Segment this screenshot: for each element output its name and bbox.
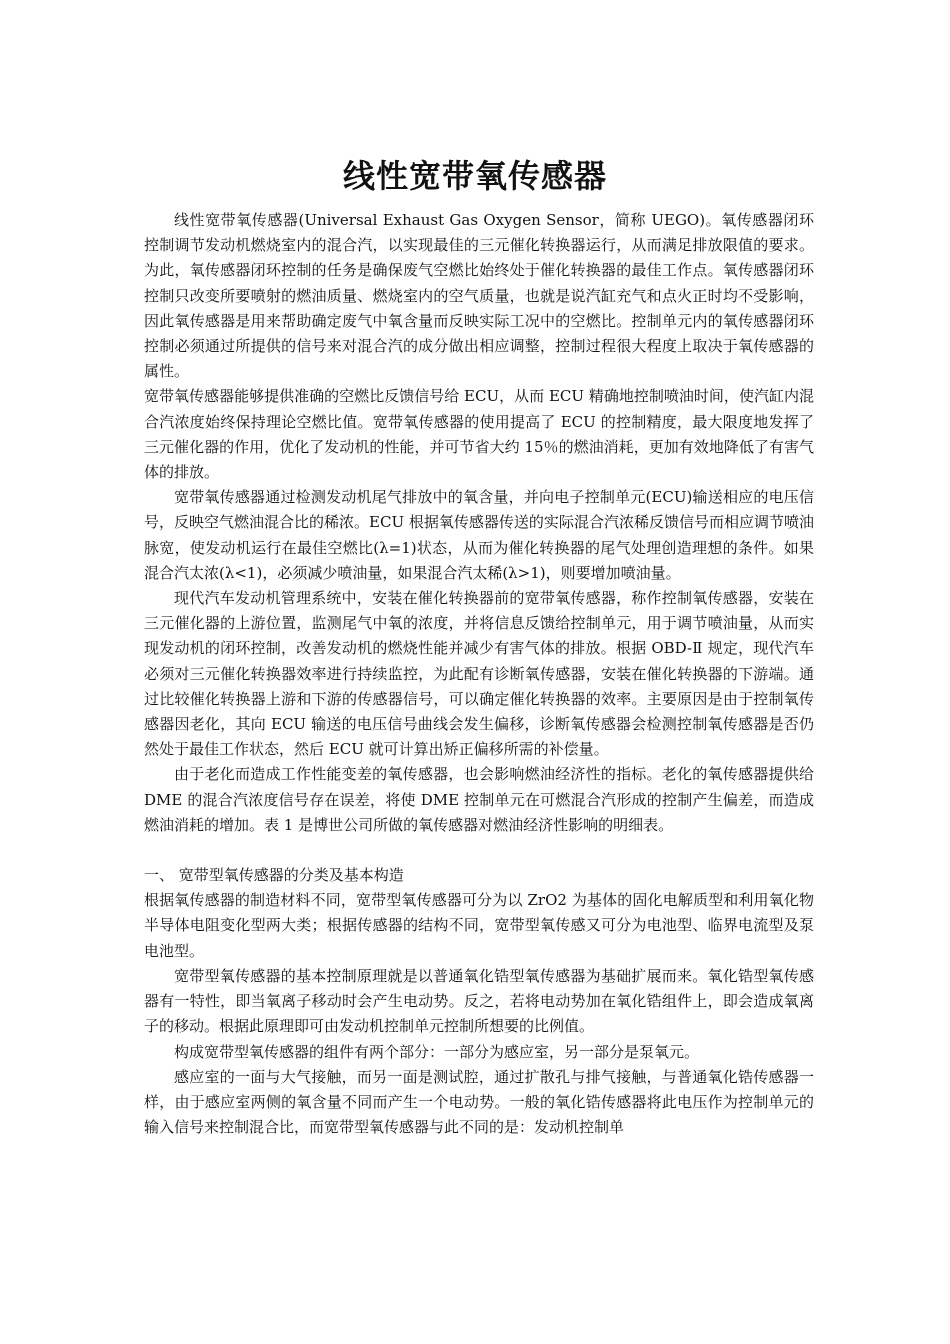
paragraph-modern-systems: 现代汽车发动机管理系统中，安装在催化转换器前的宽带氧传感器，称作控制氧传感器，安装在三元催化器的上游位置，监测尾气中氧的浓度，并将信息反馈给控制单元，用于调节喷油量，从而实现发动机的闭环控制，改善发动机的燃烧性能并减少有害气体的排放。根据 OBD-Ⅱ 规定，现代汽车必须对三元催化转换器效率进行持续监控，为此配有诊断氧传感器，安装在催化转换器的下游端。通过比较催化转换器上游和下游的传感器信号，可以确定催化转换器的效率。主要原因是由于控制氧传感器因老化，其向 ECU 输送的电压信号曲线会发生偏移，诊断氧传感器会检测控制氧传感器是否仍然处于最佳工作状态，然后 ECU 就可计算出矫正偏移所需的补偿量。 bbox=[144, 589, 814, 759]
paragraph-components: 构成宽带型氧传感器的组件有两个部分：一部分为感应室，另一部分是泵氧元。 bbox=[174, 1042, 700, 1061]
document-body bbox=[144, 208, 814, 1140]
paragraph-classification: 根据氧传感器的制造材料不同，宽带型氧传感器可分为以 ZrO2 为基体的固化电解质型和利用氧化物半导体电阻变化型两大类；根据传感器的结构不同，宽带型氧传感又可分为电池型、临界电流型及泵电池型。 bbox=[144, 891, 814, 960]
paragraph-control-principle: 宽带型氧传感器的基本控制原理就是以普通氧化锆型氧传感器为基础扩展而来。氧化锆型氧传感器有一特性，即当氧离子移动时会产生电动势。反之，若将电动势加在氧化锆组件上，即会造成氧离子的移动。根据此原理即可由发动机控制单元控制所想要的比例值。 bbox=[144, 966, 814, 1036]
section-heading: 一、 宽带型氧传感器的分类及基本构造 bbox=[144, 866, 404, 885]
paragraph-signal-detection: 宽带氧传感器通过检测发动机尾气排放中的氧含量，并向电子控制单元(ECU)输送相应的电压信号，反映空气燃油混合比的稀浓。ECU 根据氧传感器传送的实际混合汽浓稀反馈信号而相应调节喷油脉宽，使发动机运行在最佳空燃比(λ=1)状态，从而为催化转换器的尾气处理创造理想的条件。如果混合汽太浓(λ<1)，必须减少喷油量，如果混合汽太稀(λ>1)，则要增加喷油量。 bbox=[144, 488, 814, 582]
paragraph-sensing-chamber: 感应室的一面与大气接触，而另一面是测试腔，通过扩散孔与排气接触，与普通氧化锆传感器一样，由于感应室两侧的氧含量不同而产生一个电动势。一般的氧化锆传感器将此电压作为控制单元的输入信号来控制混合比，而宽带型氧传感器与此不同的是：发动机控制单 bbox=[144, 1067, 814, 1137]
paragraph-wideband-feedback: 宽带氧传感器能够提供准确的空燃比反馈信号给 ECU，从而 ECU 精确地控制喷油时间，使汽缸内混合汽浓度始终保持理论空燃比值。宽带氧传感器的使用提高了 ECU 的控制精度，最大限度地发挥了三元催化器的作用，优化了发动机的性能，并可节省大约 15％的燃油消耗，更加有效地降低了有害气体的排放。 bbox=[144, 387, 814, 482]
document-title: 线性宽带氧传感器 bbox=[342, 157, 607, 195]
paragraph-intro: 线性宽带氧传感器(Universal Exhaust Gas Oxygen Sensor，简称 UEGO)。氧传感器闭环控制调节发动机燃烧室内的混合汽，以实现最佳的三元催化转换器运行，从而满足排放限值的要求。为此，氧传感器闭环控制的任务是确保废气空燃比始终处于催化转换器的最佳工作点。氧传感器闭环控制只改变所要喷射的燃油质量、燃烧室内的空气质量，也就是说汽缸充气和点火正时均不受影响，因此氧传感器是用来帮助确定废气中氧含量而反映实际工况中的空燃比。控制单元内的氧传感器闭环控制必须通过所提供的信号来对混合汽的成分做出相应调整，控制过程很大程度上取决于氧传感器的属性。 bbox=[144, 211, 814, 381]
section-spacer bbox=[144, 838, 814, 863]
paragraph-aging-sensor: 由于老化而造成工作性能变差的氧传感器，也会影响燃油经济性的指标。老化的氧传感器提供给 DME 的混合汽浓度信号存在误差，将使 DME 控制单元在可燃混合汽形成的控制产生偏差，而造成燃油消耗的增加。表 1 是博世公司所做的氧传感器对燃油经济性影响的明细表。 bbox=[144, 765, 814, 834]
